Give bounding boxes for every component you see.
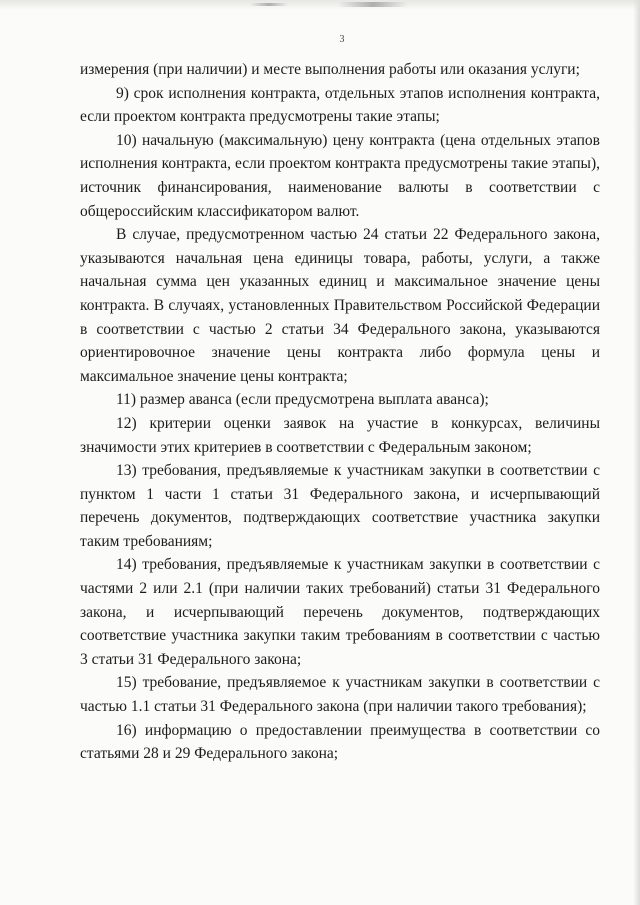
- document-body: [80, 58, 600, 766]
- paragraph: В случае, предусмотренном частью 24 статьи 22 Федерального закона, указываются начальная цена единицы товара, работы, услуги, а также начальная сумма цен указанных единиц и максимальное значение цены контракта. В случаях, установленных Правительством Российской Федерации в соответствии с частью 2 статьи 34 Федерального закона, указываются ориентировочное значение цены контракта либо формула цены и максимальное значение цены контракта;: [80, 226, 600, 385]
- scan-smudge: [338, 2, 408, 7]
- paragraph: 16) информацию о предоставлении преимущества в соответствии со статьями 28 и 29 Федерального закона;: [80, 721, 600, 763]
- paragraph: 11) размер аванса (если предусмотрена выплата аванса);: [116, 391, 489, 409]
- scan-edge-shadow: [0, 0, 640, 10]
- page-number: 3: [339, 34, 345, 45]
- paragraph: 9) срок исполнения контракта, отдельных этапов исполнения контракта, если проектом контракта предусмотрены такие этапы;: [80, 84, 600, 126]
- paragraph: измерения (при наличии) и месте выполнения работы или оказания услуги;: [80, 61, 580, 78]
- paragraph: 14) требования, предъявляемые к участникам закупки в соответствии с частями 2 или 2.1 (при наличии таких требований) статьи 31 Федерального закона, и исчерпывающий перечень документов, подтверждающих соответствие участника закупки таким требованиям в соответствии с частью 3 статьи 31 Федерального закона;: [80, 556, 600, 668]
- paragraph: 12) критерии оценки заявок на участие в конкурсах, величины значимости этих критериев в соответствии с Федеральным законом;: [80, 414, 600, 456]
- paragraph: 10) начальную (максимальную) цену контракта (цена отдельных этапов исполнения контракта, если проектом контракта предусмотрены такие этапы), источник финансирования, наименование валюты в соответствии с общероссийским классификатором валют.: [80, 131, 600, 220]
- paragraph: 13) требования, предъявляемые к участникам закупки в соответствии с пунктом 1 части 1 статьи 31 Федерального закона, и исчерпывающий перечень документов, подтверждающих соответствие участника закупки таким требованиям;: [80, 462, 600, 550]
- paragraph: 15) требование, предъявляемое к участникам закупки в соответствии с частью 1.1 статьи 31 Федерального закона (при наличии такого требования);: [80, 674, 600, 716]
- scan-edge-shadow: [633, 0, 640, 905]
- scan-smudge: [250, 3, 288, 6]
